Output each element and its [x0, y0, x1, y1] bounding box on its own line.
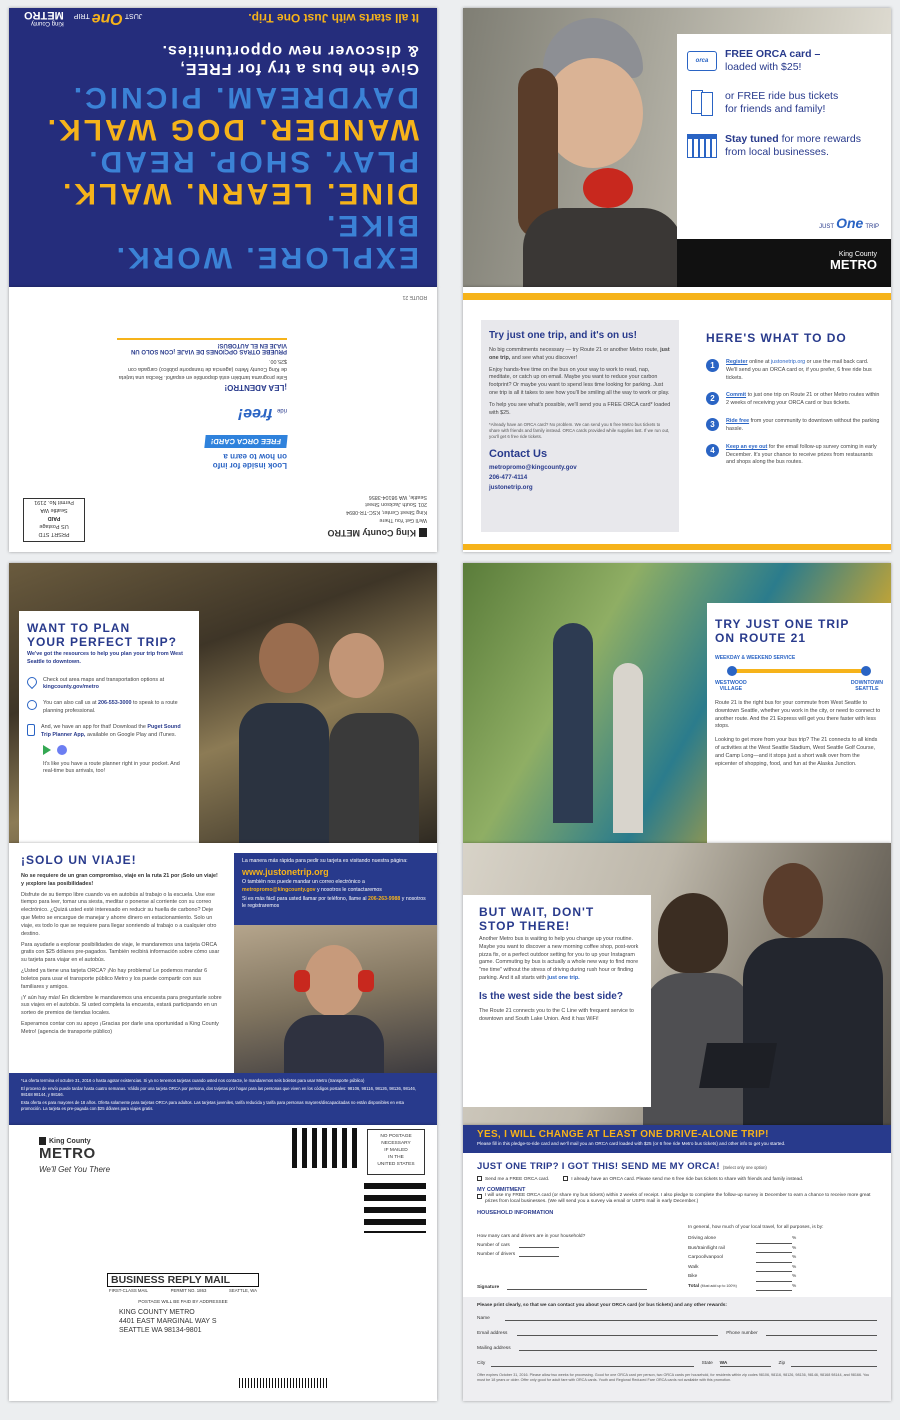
itunes-icon[interactable] [57, 745, 67, 755]
step-2-badge: 2 [706, 392, 719, 405]
return-address: King County METRO We'll Get You There King Street Center, KSC-TR-0894 201 South Jackson Street Seattle, WA 98104-3856 [327, 493, 427, 538]
phone-icon [27, 700, 37, 710]
planning-phone[interactable]: 206-553-3000 [97, 700, 132, 707]
step-1-badge: 1 [706, 359, 719, 372]
spanish-promo: ¡LEA ADENTRO! Este programa también está disponible en español. Reciba una tarjeta de King County Metro (agencia de transporte público) cargada con $25.00. PRUEBE OTRAS OPCIONES DE VIAJE ¡CON SOLO UN VIAJE EN EL AUTOBÚS! [117, 338, 287, 392]
checkbox-icon [563, 1176, 568, 1181]
pledge-form: YES, I WILL CHANGE AT LEAST ONE DRIVE-ALONE TRIP! Please fill in this pledge-to-ride card and we'll mail you an ORCA card loaded with $25 (or 6 free ride Metro bus tickets) and other info to get you started. JUST ONE TRIP? I GOT THIS! SEND ME MY ORCA! (Select only one option) Send me a FREE ORCA card. I already have an ORCA card. Please send me 6 free ride bus tickets to share with friends and family instead. MY COMMITMENT I will use my FREE ORCA card (or share my bus tickets) within 2 weeks of receipt. I also pledge to complete the follow-up survey in December to earn a chance to receive more great prizes from local businesses. (We will send you a survey via email or USPS mail in early December.) HOUSEHOLD INFORMATION How many cars and drivers are in your household? Number of cars Number of drivers In general, how much of your local travel, for all purposes, is by: Driving alone % Bus/train/light rail % Carpool/vanpool % Walk % Bike % Total (Must add up to 100%) % Signature Please print clearly, so that we can contact you about your ORCA card (or bus tickets) and any other rewards: Name Email address Phone number Mailing address City State WA Zip Offer expires October 31, 2016. Please allow two weeks for processing. Good for one ORCA card per person, two ORCA cards per household, for residents within zip codes 98106, 98116, 98126, 98136, 98146, 98168 98144, and 98166. You must be 18 years or older. Offer only good for adult fare with ORCA cards. Youth and Regional Reduced Fare ORCA cards not available with this promotion. [463, 1125, 891, 1401]
mailing-address-field[interactable]: Mailing address [477, 1346, 877, 1351]
cover-rotated [9, 8, 437, 287]
orca-card-icon: orca [687, 51, 717, 71]
step-4-badge: 4 [706, 444, 719, 457]
try-box: Try just one trip, and it's on us! No big commitments necessary — try Route 21 or another Metro route, just one trip, and see what you discover! Enjoy hands-free time on the bus on your way to work to read, nap, meditate, or catch up on email. Maybe you want to reduce your carbon footprint? Or maybe you want to spend less time looking for parking. Just one trip is all it takes to see how you'll be smiling all the way to work or play. To help you see what's possible, we'll send you a FREE ORCA card* loaded with $25. *Already have an ORCA card? No problem. We can send you 6 free Metro bus tickets to share with friends and family instead. ORCA cards provided while supplies last. If we run out, you'll get 6 free ride tickets. Contact Us metropromo@kingcounty.gov 206-477-4114 justonetrip.org [481, 320, 679, 532]
solo-lead: No se requiere de un gran compromiso, viaje en la ruta 21 por ¡Solo un viaje! y ¡explore las posibilidades! [21, 873, 218, 887]
city-field[interactable]: City [477, 1361, 694, 1367]
no-postage-box: NO POSTAGE NECESSARY IF MAILED IN THE UNITED STATES [367, 1129, 425, 1175]
cover-line-3: PLAY. SHOP. READ. [86, 145, 419, 178]
pledge-banner: YES, I WILL CHANGE AT LEAST ONE DRIVE-ALONE TRIP! Please fill in this pledge-to-ride card and we'll mail you an ORCA card loaded with $25 (or 6 free ride Metro bus tickets) and other info to get you started. [463, 1125, 891, 1153]
plan-card: WANT TO PLAN YOUR PERFECT TRIP? We've got the resources to help you plan your trip from West Seattle to downtown. Check out area maps and transportation options at kingcounty.gov/metro You can also call us at 206-553-3000 to speak to a route planning professional. And, we have an app for that! Download the Puget Sound Trip Planner App, available on Google Play and iTunes. It's like you have a route planner right in your pocket. And real-time bus arrivals, too! [19, 611, 199, 843]
contact-heading: Contact Us [489, 448, 548, 461]
metro-logo: King County METRO [24, 9, 64, 27]
reply-stripes [364, 1183, 426, 1233]
metro-link[interactable]: kingcounty.gov/metro [43, 684, 99, 691]
drivers-field[interactable]: Number of drivers [477, 1252, 667, 1257]
map-pin-icon [25, 675, 39, 689]
trip-planner-app-link[interactable]: Puget Sound Trip Planner App, [41, 723, 181, 738]
westwood-stop: WESTWOOD VILLAGE [715, 680, 747, 692]
reply-panel [9, 1125, 437, 1401]
look-inside-callout: Look inside for info on how to earn a FREE ORCA CARD! [157, 434, 287, 470]
mode-walk[interactable]: Walk % [688, 1263, 878, 1273]
register-link[interactable]: justonetrip.org [770, 359, 806, 365]
cover-line-1: EXPLORE. WORK. BIKE. [113, 209, 419, 274]
state-field[interactable]: State WA [702, 1361, 771, 1367]
solo-footnote: *La oferta termina el octubre 31, 2016 o hasta agotar existencias. Si ya no tenemos tarjetas cuando usted nos contacte, le mandaremos seis boletos para usar Metro (transporte público) El proceso de envío puede tardar hasta cuatro semanas. Válido por una tarjeta ORCA por persona, dos tarjetas por hogar para las personas que viven en los códigos postales: 98106, 98116, 98126, 98136, 98146, 98168 98144, y 98166. Esta oferta es para mayores de 18 años. Oferta solamente para tarjetas ORCA para adultos. Las tarjetas juveniles, tarifa reducida y tarifa para personas mayores/discapacitadas no están disponibles en esta promoción. La tarjeta es pre-pagada con $25 dólares para viajes gratis. [9, 1073, 437, 1125]
cover-panel [9, 8, 437, 287]
option-bus-tickets[interactable]: I already have an ORCA card. Please send me 6 free ride bus tickets to share with friends and family instead. [563, 1176, 803, 1182]
top-yellow-bar [463, 293, 891, 300]
plan-note: It's like you have a route planner right in your pocket. And real-time bus arrivals, too! [43, 760, 180, 775]
zip-field[interactable]: Zip [779, 1361, 877, 1367]
solo-card [9, 843, 234, 1073]
solo-url[interactable]: www.justonetrip.org [242, 867, 329, 878]
mode-driving-alone[interactable]: Driving alone % [688, 1234, 878, 1244]
cover-words [24, 9, 419, 273]
wait-subheading: Is the west side the best side? [479, 990, 623, 1002]
wait-panel [463, 843, 891, 1125]
mailer-panel [9, 287, 437, 552]
cover-subline-2: & discover new opportunities. [161, 42, 419, 59]
postage-indicia: PRSRT STD US Postage PAID Seattle WA Permit No. 2191 [23, 498, 85, 542]
just-one-trip-logo: JUST One TRIP [73, 10, 143, 27]
try-title: Try just one trip, and it's on us! [489, 330, 637, 341]
contact-email[interactable]: metropromo@kingcounty.gov [489, 464, 577, 472]
solo-phone[interactable]: 206-263-9988 [368, 895, 401, 902]
cover-line-4: WANDER. DOG WALK. [44, 113, 419, 146]
bottom-yellow-bar [463, 544, 891, 550]
mode-total[interactable]: Total (Must add up to 100%) % [688, 1282, 878, 1292]
postal-barcode [239, 1378, 329, 1388]
mode-bus[interactable]: Bus/train/light rail % [688, 1244, 878, 1254]
solo-p2: Para ayudarle a explorar posibilidades de viaje, le mandaremos una tarjeta ORCA gratis con $25 dólares pre-pagados. También recibirá información sobre cómo usar su tarjeta para viajar en el autobús. [21, 941, 220, 964]
name-field[interactable]: Name [477, 1316, 877, 1321]
king-county-crown-icon [39, 1137, 46, 1145]
reply-brand: King County METRO We'll Get You There [39, 1137, 111, 1174]
info-panel [463, 287, 891, 552]
plan-panel [9, 563, 437, 843]
service-label: WEEKDAY & WEEKEND SERVICE [715, 655, 796, 661]
todo-section: HERE'S WHAT TO DO 1 Register online at justonetrip.org or use the mail back card. We'll send you an ORCA card or, if you prefer, 6 free ride bus tickets. 2 Commit to just one trip on Route 21 or other Metro routes within 2 weeks of receiving your ORCA card or bus tickets. 3 Ride free from your community to downtown without the parking hassle. 4 Keep an eye out for the email follow-up survey coming in early December. It's your chance to receive prizes from restaurants and shops along the bus routes. [706, 331, 880, 466]
checkbox-icon [477, 1194, 482, 1199]
solo-p4: ¡Y aún hay más! En diciembre le mandaremos una encuesta para preguntarle sobre sus viajes en el autobús. Si usted completa la encuesta, estará participando en un sorteo de premios de tiendas locales. [21, 994, 222, 1017]
cover-line-5: DAYDREAM. PICNIC. [70, 81, 419, 114]
wait-title-1: BUT WAIT, DON'T [479, 905, 595, 919]
todo-title: HERE'S WHAT TO DO [706, 331, 847, 345]
route-title-2: ON ROUTE 21 [715, 631, 807, 645]
contact-block: Please print clearly, so that we can contact you about your ORCA card (or bus tickets) and any other rewards: Name Email address Phone number Mailing address City State WA Zip Offer expires October 31, 2016. Please allow two weeks for processing. Good for one ORCA card per person, two ORCA cards per household, for residents within zip codes 98106, 98116, 98126, 98136, 98146, 98168 98144, and 98166. You must be 18 years or older. Offer only good for adult fare with ORCA cards. Youth and Regional Reduced Fare ORCA cards not available with this promotion. [463, 1297, 891, 1401]
bus-tickets-icon [687, 90, 717, 116]
headphones-photo [234, 925, 437, 1073]
contact-phone[interactable]: 206-477-4114 [489, 474, 528, 482]
email-field[interactable]: Email address [477, 1331, 718, 1336]
business-reply-mail: BUSINESS REPLY MAIL FIRST-CLASS MAIL PERMIT NO. 1863 SEATTLE, WA POSTAGE WILL BE PAID BY ADDRESSEE KING COUNTY METRO 4401 EAST MARGINAL WAY S SEATTLE WA 98134-9801 [107, 1273, 259, 1335]
phone-field[interactable]: Phone number [726, 1331, 877, 1336]
king-county-crown-icon [419, 529, 427, 538]
solo-contact-box: La manera más rápida para pedir su tarjeta es visitando nuestra página: www.justonetrip.org O también nos puede mandar un correo electrónico a metropromo@kingcounty.gov y nosotros le contactaremos Si es más fácil para usted llamar por teléfono, llame al 206-263-9988 y nosotros le registraremos [234, 853, 437, 925]
cover-subline-1: Give the bus a try for FREE, [179, 60, 419, 77]
free-ride-badge: ride free! [237, 405, 287, 422]
fim-barcode [292, 1128, 362, 1168]
solo-panel [9, 843, 437, 1125]
route-card: TRY JUST ONE TRIP ON ROUTE 21 WEEKDAY & WEEKEND SERVICE WESTWOOD VILLAGE DOWNTOWN SEATTLE Route 21 is the right bus for your commute from West Seattle to downtown Seattle, whether you work in the city, or need to connect to another route. And the 21 Express will get you there faster with less stops. Looking to get more from your bus trip? The 21 connects to all kinds of activities at the West Seattle Stadium, West Seattle Golf Course, and Camp Long—and it stops just a short walk over from the epicenter of shopping, food, and fun at the Alaska Junction. [707, 603, 891, 843]
cover-line-2: DINE. LEARN. WALK. [60, 177, 419, 210]
cover-tagline: It all starts with Just One Trip. [248, 11, 419, 25]
signature-field[interactable]: Signature [477, 1285, 647, 1290]
cars-field[interactable]: Number of cars [477, 1243, 667, 1248]
plan-intro: We've got the resources to help you plan your trip from West Seattle to downtown. [27, 651, 183, 665]
just-one-trip-logo: JUST One TRIP [819, 215, 879, 231]
solo-p3: ¿Usted ya tiene una tarjeta ORCA? ¡No hay problema! Le podemos mandar 6 boletos para usar el transporte público Metro y los puede compartir con sus familiares y amigos. [21, 968, 208, 990]
mode-bike[interactable]: Bike % [688, 1272, 878, 1282]
solo-email[interactable]: metropromo@kingcounty.gov [242, 886, 316, 893]
route-panel [463, 563, 891, 843]
option-orca-card[interactable]: Send me a FREE ORCA card. [477, 1176, 549, 1182]
mode-carpool[interactable]: Carpool/vanpool % [688, 1253, 878, 1263]
metro-logo: King County METRO [677, 239, 891, 287]
checkbox-icon [477, 1176, 482, 1181]
commitment-checkbox[interactable]: I will use my FREE ORCA card (or share my bus tickets) within 2 weeks of receipt. I also pledge to complete the follow-up survey in December to earn a chance to receive more great prizes from local businesses. (We will send you a survey via email or USPS mail in early December.) [477, 1193, 877, 1206]
downtown-stop: DOWNTOWN SEATTLE [850, 680, 883, 692]
route-code: ROUTE 21 [402, 294, 427, 300]
route-line [727, 666, 871, 678]
solo-title: ¡SOLO UN VIAJE! [21, 853, 137, 867]
wait-title-2: STOP THERE! [479, 919, 571, 933]
plan-title-2: YOUR PERFECT TRIP? [27, 635, 178, 649]
wait-card: BUT WAIT, DON'T STOP THERE! Another Metro bus is waiting to help you change up your routine. Maybe you want to discover a new morning coffee shop, post-work pizza fix, or a perfect outdoor setting for you to up your Instagram game. Commuting by bus is actually a whole new way to find more "me time" without the stress of driving during rush hour or finding parking. And it all starts with just one trip. Is the west side the best side? The Route 21 connects you to the C Line with frequent service to downtown and South Lake Union. And it has WiFi! [463, 895, 651, 1107]
route-title-1: TRY JUST ONE TRIP [715, 617, 850, 631]
plan-title-1: WANT TO PLAN [27, 621, 131, 635]
solo-p5: Esperamos contar con su apoyo ¡Gracias por darle una oportunidad a King County Metro! (agencia de transporte público) [21, 1021, 219, 1035]
solo-p1: Disfrute de su tiempo libre cuando va en autobús al trabajo o la escuela. Use ese tiempo para leer, tomar una siesta, meditar o ponerse al corriente con su correo electrónico. ¿Quizá usted esté interesado en reducir su huella de carbono? Deje que Metro se encargue de manejar y ahorre dinero en estacionamiento. Solo un viaje, es todo lo que se requiere para llegar sonriendo al trabajo o a cualquier otro destino. [21, 891, 217, 937]
hero-panel [463, 8, 891, 287]
contact-web[interactable]: justonetrip.org [489, 483, 533, 491]
google-play-icon[interactable] [43, 745, 51, 755]
mobile-app-icon [27, 724, 35, 736]
rewards-card: orca FREE ORCA card – loaded with $25! or FREE ride bus tickets for friends and family! Stay tuned for more rewards from local businesses. JUST One TRIP [677, 34, 891, 239]
step-3-badge: 3 [706, 418, 719, 431]
local-business-icon [687, 134, 717, 158]
